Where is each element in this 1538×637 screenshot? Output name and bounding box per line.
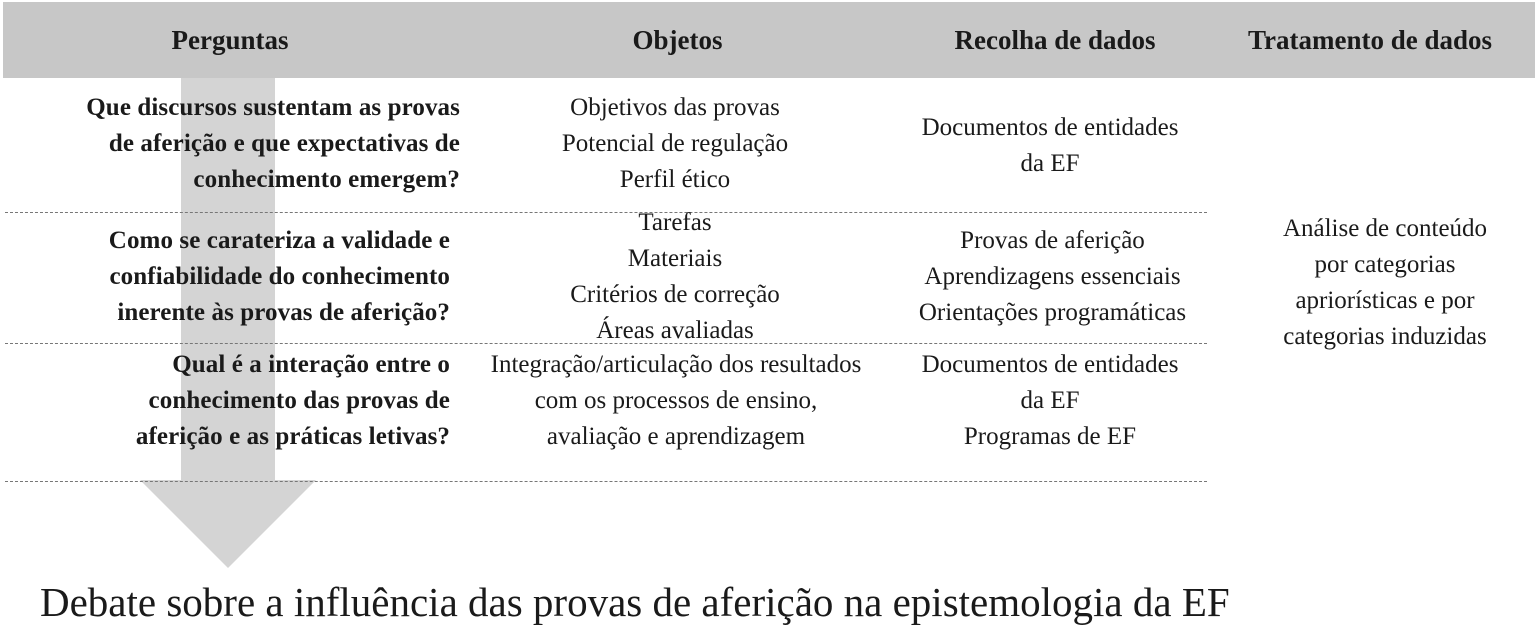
- row1-question-line: de aferição e que expectativas de: [108, 130, 460, 157]
- row2-object-item: Materiais: [627, 245, 723, 272]
- row3-question-line: conhecimento das provas de: [148, 387, 450, 414]
- row3-data-item: Programas de EF: [963, 423, 1137, 450]
- row3-data-collection: [900, 347, 1200, 455]
- header-recolha-de-dados: Recolha de dados: [954, 24, 1156, 55]
- row1-object-item: Perfil ético: [619, 166, 731, 193]
- data-treatment-line: por categorias: [1314, 251, 1456, 278]
- row2-question-line: Como se carateriza a validade e: [108, 227, 450, 254]
- row3-data-item: Documentos de entidades: [921, 351, 1179, 378]
- row2-question: [0, 223, 450, 331]
- data-treatment-line: categorias induzidas: [1283, 323, 1487, 350]
- row1-object-item: Objetivos das provas: [570, 94, 780, 121]
- row2-question-line: confiabilidade do conhecimento: [109, 263, 450, 290]
- row2-object-item: Áreas avaliadas: [596, 317, 754, 344]
- row3-objects: [462, 347, 890, 455]
- row2-data-item: Provas de aferição: [960, 227, 1145, 254]
- row-divider: [5, 481, 1207, 482]
- row1-data-collection: [900, 110, 1200, 182]
- row1-object-item: Potencial de regulação: [561, 130, 789, 157]
- row2-objects: [470, 205, 880, 349]
- row1-question-line: conhecimento emergem?: [193, 166, 460, 193]
- row1-question-line: Que discursos sustentam as provas: [86, 94, 460, 121]
- row2-data-item: Aprendizagens essenciais: [924, 263, 1181, 290]
- row2-data-collection: [895, 223, 1210, 331]
- row3-question-line: Qual é a interação entre o: [172, 351, 450, 378]
- row1-data-item: da EF: [1020, 150, 1080, 177]
- header-tratamento-de-dados: Tratamento de dados: [1247, 24, 1492, 55]
- data-treatment-line: apriorísticas e por: [1295, 287, 1475, 314]
- row2-object-item: Tarefas: [638, 209, 712, 236]
- data-treatment: [1240, 211, 1530, 355]
- header-objetos: Objetos: [632, 24, 723, 55]
- header-perguntas: Perguntas: [171, 24, 289, 55]
- row1-data-item: Documentos de entidades: [921, 114, 1179, 141]
- row2-question-line: inerente às provas de aferição?: [117, 299, 450, 326]
- data-treatment-line: Análise de conteúdo: [1282, 215, 1488, 242]
- row-divider: [5, 343, 1207, 344]
- row3-question-line: aferição e as práticas letivas?: [135, 423, 450, 450]
- row3-question: [0, 347, 450, 455]
- row1-objects: [470, 90, 880, 198]
- row3-data-item: da EF: [1020, 387, 1080, 414]
- row3-object-item: Integração/articulação dos resultados: [490, 351, 862, 378]
- row2-object-item: Critérios de correção: [570, 281, 780, 308]
- footer-conclusion: Debate sobre a influência das provas de aferição na epistemologia da EF: [40, 579, 1230, 625]
- row3-object-item: avaliação e aprendizagem: [546, 423, 806, 450]
- row3-object-item: com os processos de ensino,: [534, 387, 818, 414]
- row2-data-item: Orientações programáticas: [918, 299, 1187, 326]
- row1-question: [0, 90, 460, 198]
